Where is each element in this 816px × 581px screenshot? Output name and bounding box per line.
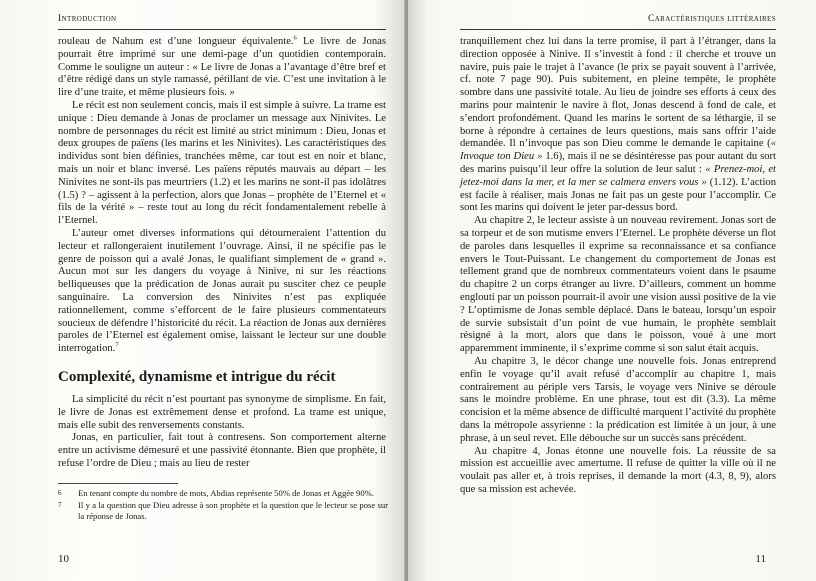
paragraph: Au chapitre 2, le lecteur assiste à un nouveau revirement. Jonas sort de sa torpeur et de son mutisme envers l’Eternel. Le prophète déverse un flot de paroles dans lesquelles il exprime sa reconnaissance et sa confiance envers le Tout-Puissant. Le changement du comportement de Jonas est tellement grand que de nombreux commentateurs voient dans le psaume du chapitre 2 un corps étranger au livre. D’ailleurs, comment un homme englouti par un poisson pourrait-il avoir une vision aussi positive de la vie ? L’optimisme de Jonas semble déplacé. Dans le bateau, lorsqu’un espoir de survie subsistait d’un point de vue humain, le prophète semblait résigné à la mort, alors que dans le poisson, voué à une mort apparemment imminente, il s’exprime comme si son salut était acquis.: [460, 215, 776, 355]
quote-emphasis: « Invoque ton Dieu »: [460, 138, 776, 163]
footnote-number: 6: [58, 488, 62, 497]
paragraph: Au chapitre 4, Jonas étonne une nouvelle fois. La réussite de sa mission est accueillie avec amertume. Il refuse de quitter la ville où il ne voulait pas aller et, à trois reprises, il demande la mort (4.3, 8, 9), alors que sa mission est achevée.: [460, 445, 776, 495]
paragraph: [58, 36, 386, 100]
section-heading: Complexité, dynamisme et intrigue du récit: [58, 368, 336, 385]
footnote-ref: 7: [115, 341, 119, 349]
text-span: L’auteur omet diverses informations qui détourneraient l’attention du lecteur et rallongeraient inutilement l’ouvrage. Ainsi, il ne spécifie pas le genre de poisson qui a avalé Jonas, le qualifiant simplement de « grand ». Aucun mot sur les dangers du voyage à Ninive, ni sur les réactions belliqueuses que la prédication de Jonas aurait pu susciter chez ce peuple sanguinaire. La conversion des Ninivites n’est pas expliquée rationnellement, comme s’efforcent de le faire plusieurs commentateurs soucieux de défendre l’historicité du récit. La réaction de Jonas aux dernières paroles de l’Eternel est également omise, laissant le lecteur sur une double interrogation.: [58, 227, 386, 355]
text-span: 1.6), mais il ne se désintéresse pas pour autant du sort des marins puisqu’il leur offre la solution de leur salut :: [460, 151, 776, 175]
paragraph: La simplicité du récit n’est pourtant pas synonyme de simplisme. En fait, le livre de Jonas est extrêmement dense et profond. La trame est unique, mais elle subit des renversements constants.: [58, 393, 386, 431]
footnote-text: En tenant compte du nombre de mots, Abdias représente 50% de Jonas et Aggée 90%.: [78, 487, 374, 498]
text-span: tranquillement chez lui dans la terre promise, il part à l’étranger, dans la direction opposée à Ninive. Il s’investit à fond : il cherche et trouve un navire, puis paie le trajet à l’avance (le prix se payait souvent à l’arrivée, cf. note 7 page 90). Puis subitement, en pleine tempête, le prophète sombre dans une passivité totale. Au lieu de joindre ses efforts à ceux des marins pour maintenir le navire à flot, Jonas descend à fond de cale, et s’endort profondément. Quand les marins le sortent de sa léthargie, il se borne à répondre à certaines de leurs questions, mais sans offrir l’aide demandée. Il n’invoque pas son Dieu comme le demande le capitaine (: [460, 36, 776, 150]
paragraph: Le récit est non seulement concis, mais il est simple à suivre. La trame est unique : Dieu demande à Jonas de proclamer un message aux Ninivites. Le nombre de personnages du récit est limité au strict minimum : Dieu, Jonas et deux groupes de païens (les marins et les Ninivites). Les caractéristiques des individus sont bien définies, tranchées même, car tout est en noir et blanc, mais un noir et blanc inversé. Les païens réputés mauvais au départ – les Ninivites ne sont-ils pas meurtriers (1.2) et les marins ne sont-il pas idolâtres (1.5) ? – agissent à la perfection, alors que Jonas – prophète de l’Eternel et « fils de la vérité » – reste tout au long du récit fondamentalement rebelle à l’Eternel.: [58, 99, 386, 227]
paragraph: [58, 228, 386, 356]
quote-emphasis: « Prenez-moi, et jetez-moi dans la mer, et la mer se calmera envers vous »: [460, 163, 776, 188]
footnote: [58, 488, 388, 498]
running-head-right: Caractéristiques littéraires: [460, 14, 776, 30]
footnote-text: Il y a la question que Dieu adresse à son prophète et la question que le lecteur se pose sur la réponse de Jonas.: [78, 500, 388, 521]
running-head-left: Introduction: [58, 14, 386, 30]
right-page: [408, 0, 816, 581]
page-number: 10: [58, 553, 69, 565]
left-page: [0, 0, 406, 581]
footnote: [58, 500, 388, 521]
footnote-number: 7: [58, 501, 62, 510]
text-span: (1.12). L’action est facile à réaliser, mais Jonas ne fait pas un geste pour l’accomplir. Ce sont les marins qui doivent le jeter par-dessus bord.: [460, 176, 777, 214]
paragraph: Jonas, en particulier, fait tout à contresens. Son comportement alterne entre un activisme démesuré et une passivité étonnante. Bien que prophète, il refuse l’ordre de Dieu ; mais au lieu de rester: [58, 432, 386, 469]
text-span: Le livre de Jonas pourrait être imprimé sur une demi-page d’un quotidien contemporain. Comme le souligne un auteur : « Le livre de Jonas a l’avantage d’être bref et d’être rédigé dans un style ramassé, pétillant de vie. C’est une invitation à le lire d’une traite, et même plusieurs fois. »: [58, 36, 386, 99]
footnote-ref: 6: [293, 34, 297, 42]
paragraph: Au chapitre 3, le décor change une nouvelle fois. Jonas entreprend enfin le voyage qu’il avait refusé d’accomplir au chapitre 1, mais contrairement au périple vers Tarsis, le voyage vers Ninive se déroule sans le moindre problème. En une phrase, tout est dit (3.3). La même concision et la même absence de difficulté marquent l’activité du prophète dans la métropole assyrienne : la prédication est limitée à un jour, à une phrase, à un seul revet. Elle débouche sur un succès sans précédent.: [460, 355, 776, 444]
page-number: 11: [755, 553, 766, 565]
text-span: rouleau de Nahum est d’une longueur équivalente.: [58, 36, 294, 47]
paragraph: [460, 36, 776, 215]
